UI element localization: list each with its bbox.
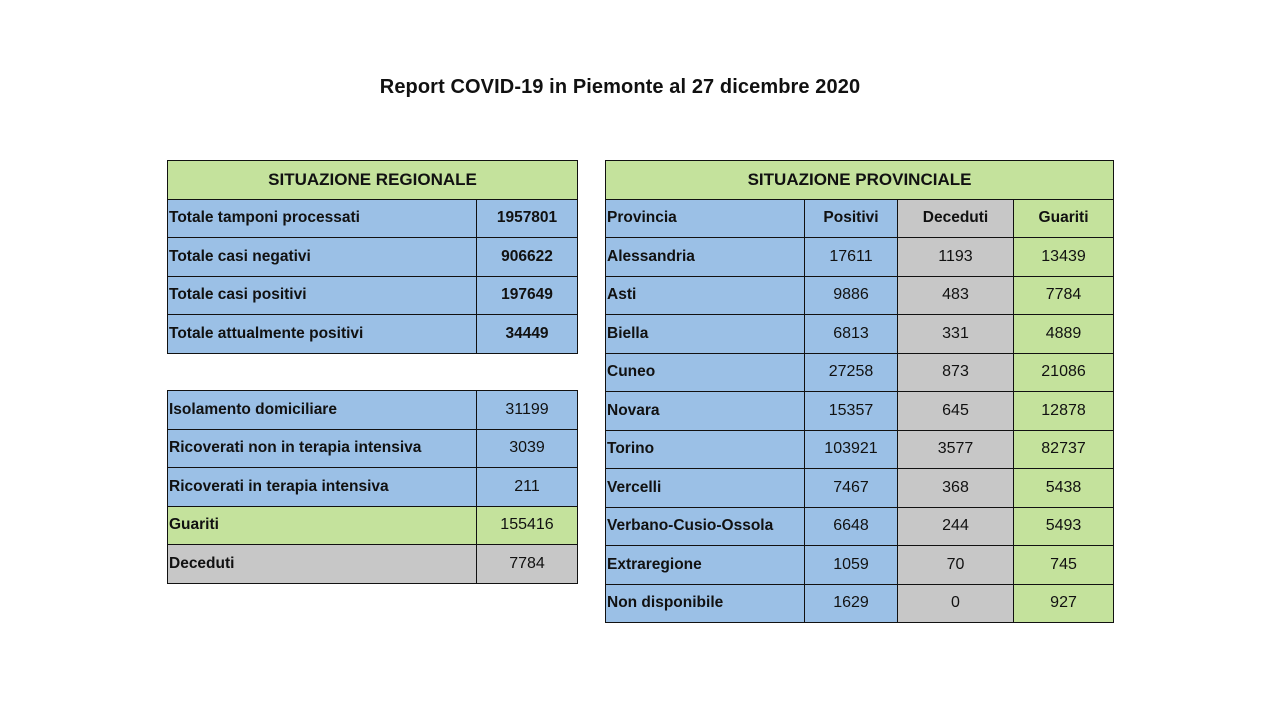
row-label: Deceduti bbox=[168, 545, 477, 584]
row-label: Totale casi negativi bbox=[168, 238, 477, 277]
page-title: Report COVID-19 in Piemonte al 27 dicembre 2020 bbox=[379, 76, 861, 98]
table-row bbox=[168, 315, 578, 354]
row-value: 906622 bbox=[477, 238, 578, 277]
table-row bbox=[606, 315, 1114, 354]
column-header: Guariti bbox=[1014, 199, 1114, 238]
row-value: 1957801 bbox=[477, 199, 578, 238]
positivi-cell: 27258 bbox=[805, 353, 898, 392]
deceduti-cell: 645 bbox=[898, 392, 1014, 431]
table-row bbox=[168, 506, 578, 545]
provincia-cell: Vercelli bbox=[606, 469, 805, 508]
table-row bbox=[606, 584, 1114, 623]
table-header-row bbox=[168, 161, 578, 200]
positivi-cell: 6648 bbox=[805, 507, 898, 546]
deceduti-cell: 3577 bbox=[898, 430, 1014, 469]
table-row bbox=[168, 468, 578, 507]
provincia-cell: Alessandria bbox=[606, 238, 805, 277]
provincial-body bbox=[606, 238, 1114, 623]
provincia-cell: Non disponibile bbox=[606, 584, 805, 623]
provincia-cell: Novara bbox=[606, 392, 805, 431]
positivi-cell: 9886 bbox=[805, 276, 898, 315]
guariti-cell: 12878 bbox=[1014, 392, 1114, 431]
positivi-cell: 17611 bbox=[805, 238, 898, 277]
deceduti-cell: 70 bbox=[898, 546, 1014, 585]
table-row bbox=[168, 391, 578, 430]
row-label: Totale attualmente positivi bbox=[168, 315, 477, 354]
provincial-header: SITUAZIONE PROVINCIALE bbox=[606, 161, 1114, 200]
row-value: 197649 bbox=[477, 276, 578, 315]
row-label: Ricoverati in terapia intensiva bbox=[168, 468, 477, 507]
regional-summary-table bbox=[167, 160, 578, 354]
table-row bbox=[606, 430, 1114, 469]
provincia-cell: Verbano-Cusio-Ossola bbox=[606, 507, 805, 546]
row-label: Totale tamponi processati bbox=[168, 199, 477, 238]
deceduti-cell: 244 bbox=[898, 507, 1014, 546]
table-row bbox=[606, 546, 1114, 585]
guariti-cell: 82737 bbox=[1014, 430, 1114, 469]
table-row bbox=[168, 545, 578, 584]
regional-header: SITUAZIONE REGIONALE bbox=[168, 161, 578, 200]
row-label: Totale casi positivi bbox=[168, 276, 477, 315]
guariti-cell: 13439 bbox=[1014, 238, 1114, 277]
table-row bbox=[606, 469, 1114, 508]
guariti-cell: 7784 bbox=[1014, 276, 1114, 315]
row-value: 34449 bbox=[477, 315, 578, 354]
provincia-cell: Extraregione bbox=[606, 546, 805, 585]
table-row bbox=[606, 238, 1114, 277]
deceduti-cell: 0 bbox=[898, 584, 1014, 623]
positivi-cell: 1059 bbox=[805, 546, 898, 585]
positivi-cell: 7467 bbox=[805, 469, 898, 508]
deceduti-cell: 331 bbox=[898, 315, 1014, 354]
column-header: Provincia bbox=[606, 199, 805, 238]
row-label: Ricoverati non in terapia intensiva bbox=[168, 429, 477, 468]
provincia-cell: Torino bbox=[606, 430, 805, 469]
guariti-cell: 5438 bbox=[1014, 469, 1114, 508]
positivi-cell: 15357 bbox=[805, 392, 898, 431]
table-row bbox=[606, 276, 1114, 315]
column-header-row bbox=[606, 199, 1114, 238]
column-header: Deceduti bbox=[898, 199, 1014, 238]
deceduti-cell: 483 bbox=[898, 276, 1014, 315]
deceduti-cell: 873 bbox=[898, 353, 1014, 392]
row-value: 155416 bbox=[477, 506, 578, 545]
table-header-row bbox=[606, 161, 1114, 200]
provincia-cell: Biella bbox=[606, 315, 805, 354]
provincial-table bbox=[605, 160, 1114, 623]
guariti-cell: 745 bbox=[1014, 546, 1114, 585]
regional-detail-table bbox=[167, 390, 578, 584]
table-row bbox=[168, 429, 578, 468]
column-header: Positivi bbox=[805, 199, 898, 238]
deceduti-cell: 368 bbox=[898, 469, 1014, 508]
positivi-cell: 6813 bbox=[805, 315, 898, 354]
row-value: 7784 bbox=[477, 545, 578, 584]
table-row bbox=[168, 276, 578, 315]
guariti-cell: 4889 bbox=[1014, 315, 1114, 354]
positivi-cell: 103921 bbox=[805, 430, 898, 469]
table-row bbox=[168, 238, 578, 277]
provincia-cell: Asti bbox=[606, 276, 805, 315]
table-row bbox=[606, 353, 1114, 392]
table-row bbox=[606, 392, 1114, 431]
guariti-cell: 927 bbox=[1014, 584, 1114, 623]
row-value: 211 bbox=[477, 468, 578, 507]
row-label: Guariti bbox=[168, 506, 477, 545]
provincia-cell: Cuneo bbox=[606, 353, 805, 392]
guariti-cell: 5493 bbox=[1014, 507, 1114, 546]
row-label: Isolamento domiciliare bbox=[168, 391, 477, 430]
table-row bbox=[168, 199, 578, 238]
positivi-cell: 1629 bbox=[805, 584, 898, 623]
deceduti-cell: 1193 bbox=[898, 238, 1014, 277]
table-row bbox=[606, 507, 1114, 546]
row-value: 31199 bbox=[477, 391, 578, 430]
row-value: 3039 bbox=[477, 429, 578, 468]
guariti-cell: 21086 bbox=[1014, 353, 1114, 392]
